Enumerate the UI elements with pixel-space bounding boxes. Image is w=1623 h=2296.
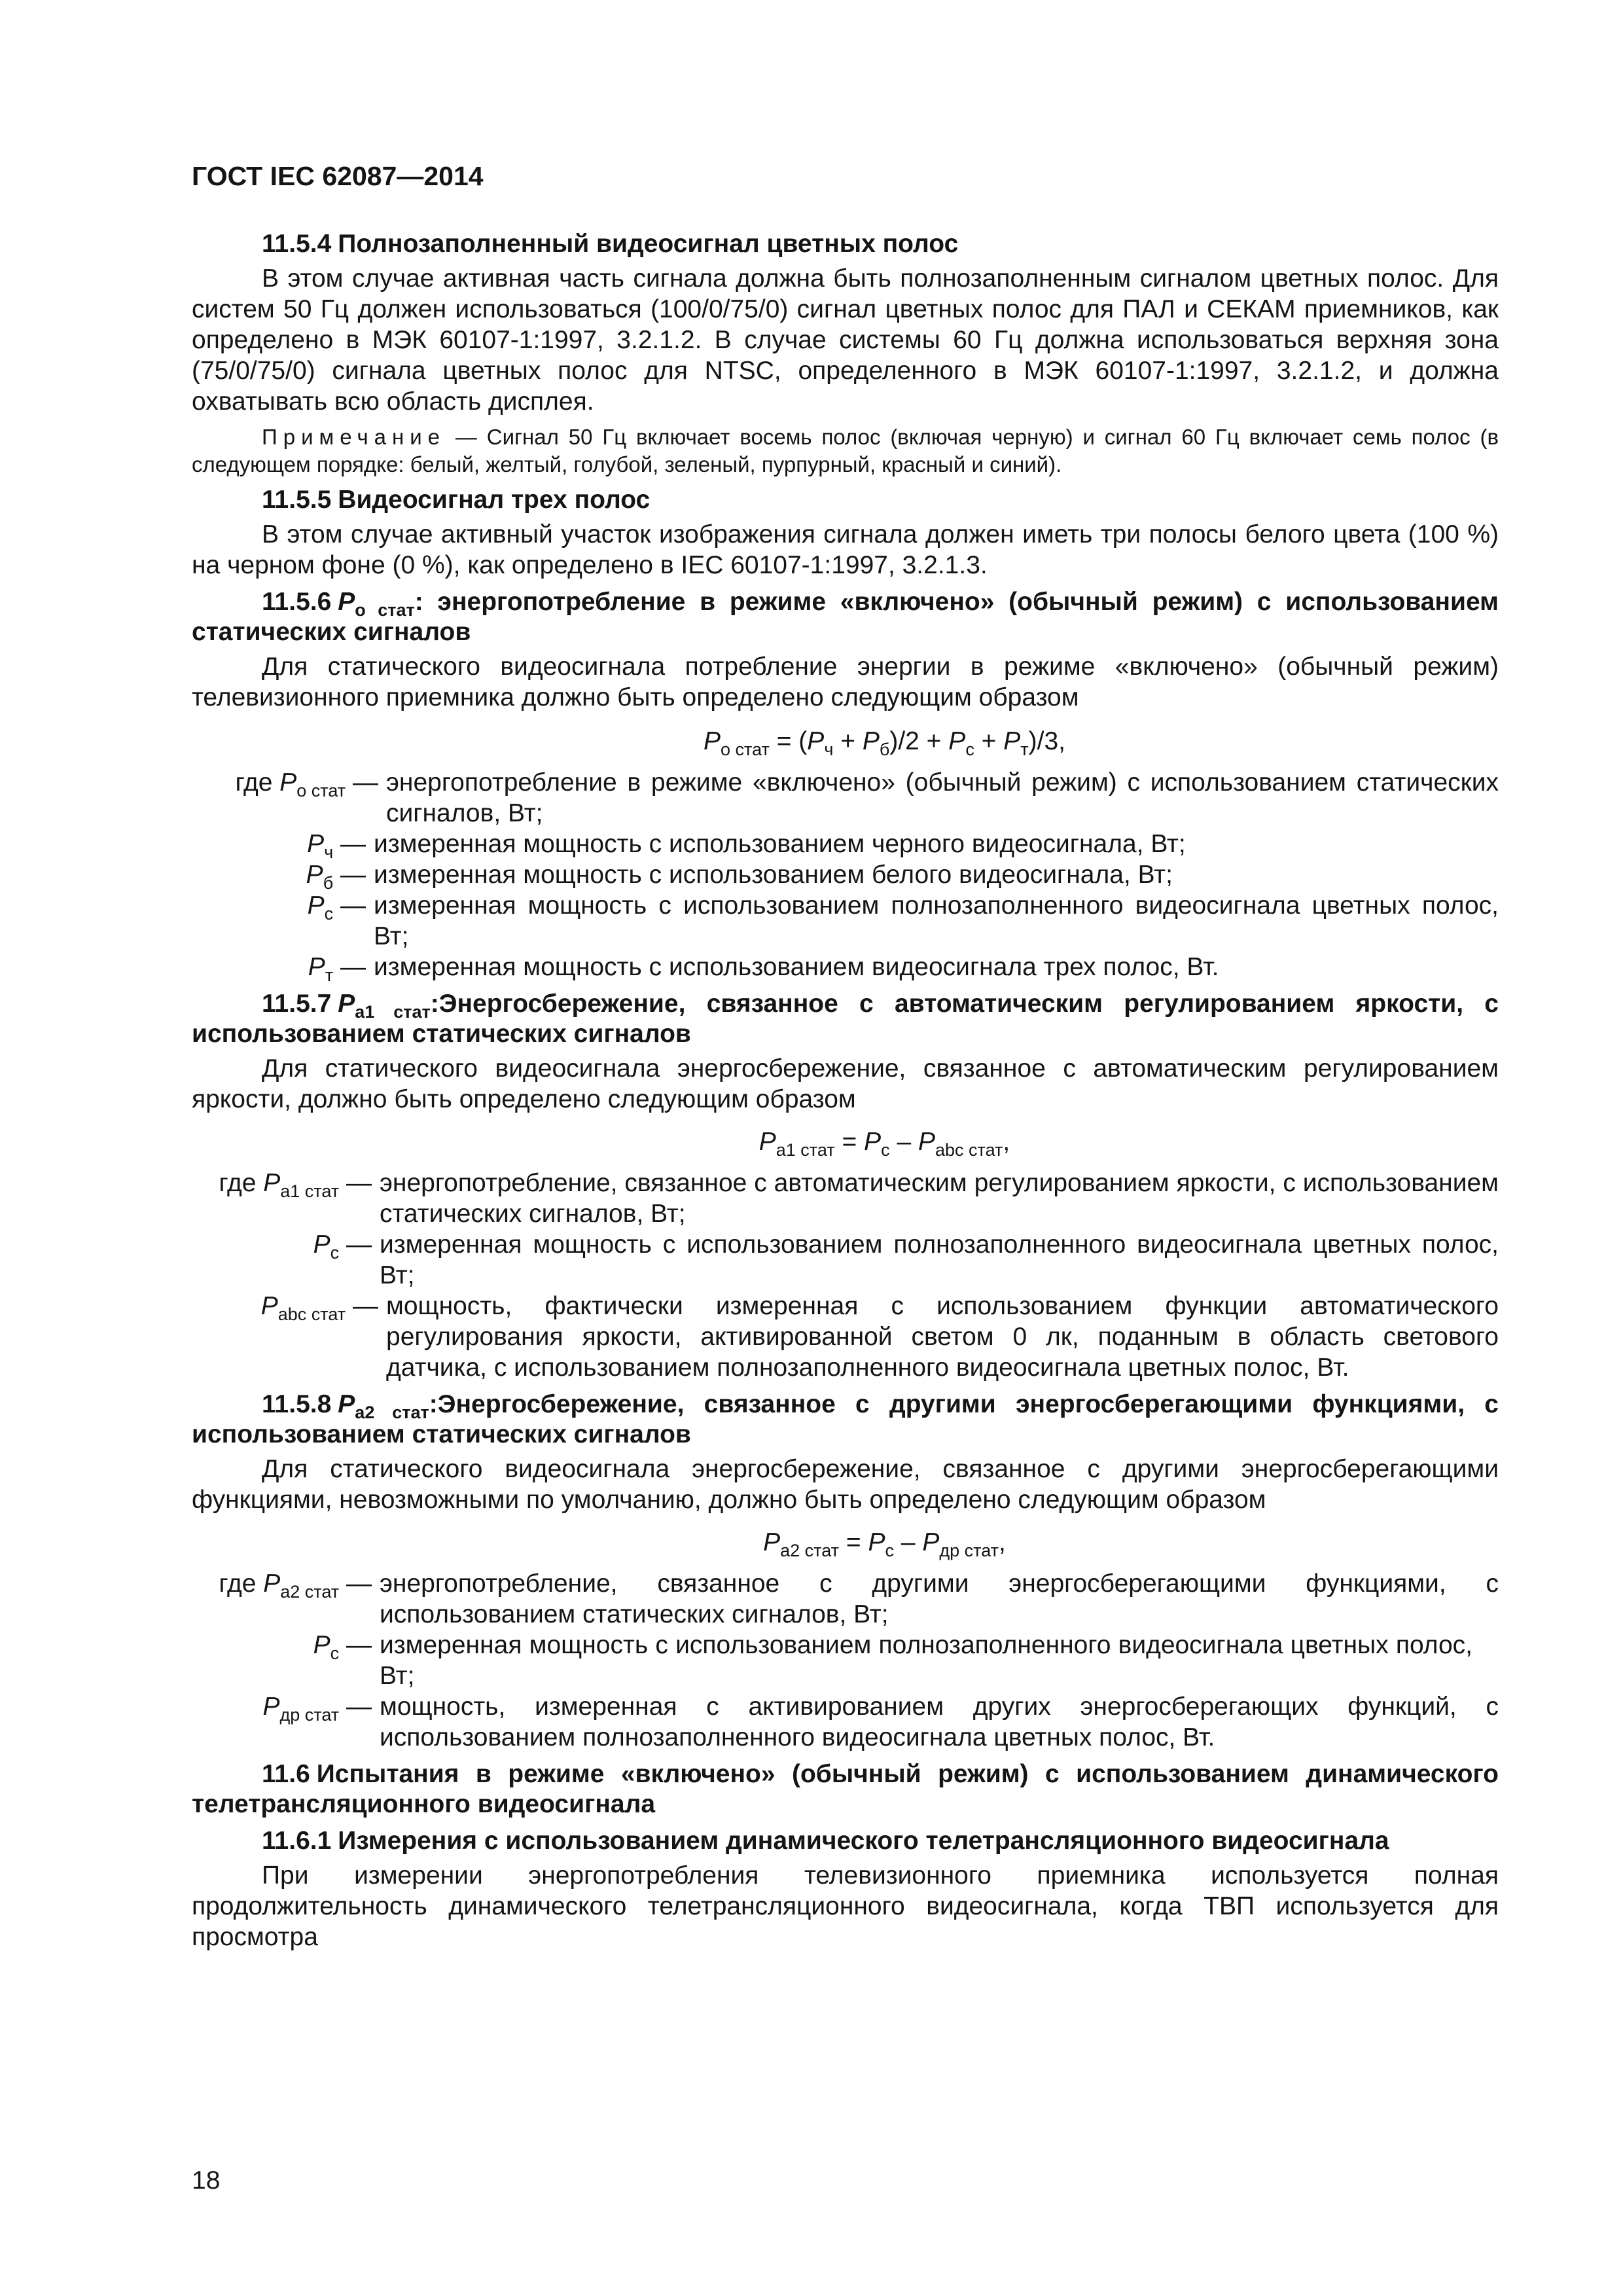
symbol-subscript: a1 стат	[355, 1002, 431, 1022]
definition-item	[192, 1291, 1499, 1383]
sub: о стат	[720, 740, 770, 759]
sub: abc стат	[935, 1140, 1003, 1160]
op: )/3,	[1028, 727, 1066, 755]
symbol-p: P	[807, 727, 825, 755]
definition-item	[192, 767, 1499, 829]
section-number: 11.5.8	[262, 1390, 332, 1418]
sub: с	[330, 1643, 340, 1663]
paragraph: Для статического видеосигнала энергосбережение, связанное с автоматическим регулированием яркости, должно быть определено следующим образом	[192, 1054, 1499, 1113]
definition-term: где $P_{о стат}$ —	[235, 768, 378, 800]
definition-term: $P_т$ —	[308, 953, 366, 985]
sub: т	[1020, 740, 1029, 759]
section-number: 11.5.7	[262, 990, 332, 1018]
symbol-subscript: a2 стат	[355, 1403, 429, 1422]
symbol-p: P	[864, 1128, 882, 1156]
op: ,	[1003, 1128, 1010, 1156]
sub: б	[879, 740, 890, 759]
definition-term: где $P_{a1 стат}$ —	[219, 1169, 372, 1201]
symbol-p: P	[1003, 727, 1021, 755]
op: ,	[999, 1528, 1006, 1556]
symbol-p: P	[338, 588, 355, 616]
definitions-11-5-6	[192, 767, 1499, 985]
sub: т	[325, 965, 334, 985]
sub: a2 стат	[280, 1582, 340, 1602]
symbol-p: P	[279, 768, 297, 797]
symbol-p: P	[338, 1390, 355, 1418]
definition-text: измеренная мощность с использованием черного видеосигнала, Вт;	[374, 830, 1186, 858]
definition-text: мощность, измеренная с активированием других энергосберегающих функций, с использованием полнозаполненного видеосигнала цветных полос, Вт.	[380, 1693, 1499, 1751]
symbol-p: P	[306, 861, 323, 889]
op: =	[834, 1128, 865, 1156]
symbol-p: P	[763, 1528, 781, 1556]
paragraph: В этом случае активная часть сигнала должна быть полнозаполненным сигналом цветных полос. Для систем 50 Гц должен использоваться (100/0/75/0) сигнал цветных полос для ПАЛ и СЕКАМ приемников, как определено в МЭК 60107-1:1997, 3.2.1.2. В случае системы 60 Гц должна использоваться верхняя зона (75/0/75/0) сигнала цветных полос для NTSC, определенного в МЭК 60107-1:1997, 3.2.1.2, и должна охватывать всю область дисплея.	[192, 264, 1499, 416]
symbol-p: P	[307, 891, 325, 920]
symbol-p: P	[948, 727, 966, 755]
sub: с	[330, 1243, 340, 1263]
definition-item	[192, 1568, 1499, 1630]
definition-term: $P_{abc стат}$ —	[260, 1292, 378, 1324]
definition-term: $P_ч$ —	[307, 830, 366, 862]
where-word: где	[219, 1169, 257, 1197]
definition-term: $P_с$ —	[307, 891, 366, 924]
standard-designation: ГОСТ IEC 62087—2014	[192, 161, 484, 191]
section-title: Испытания в режиме «включено» (обычный режим) с использованием динамического телетрансляционного видеосигнала	[192, 1760, 1499, 1818]
symbol-p: P	[263, 1169, 281, 1197]
definition-item	[192, 890, 1499, 952]
section-number: 11.6.1	[262, 1827, 332, 1855]
note-label: Примечание	[262, 425, 446, 449]
sub: a1 стат	[776, 1140, 835, 1160]
section-heading-11-5-4	[192, 229, 1499, 259]
formula-p-o-stat	[192, 726, 1499, 757]
definition-item	[192, 1691, 1499, 1753]
paragraph: При измерении энергопотребления телевизионного приемника используется полная продолжительность динамического телетрансляционного видеосигнала, когда ТВП используется для просмотра	[192, 1861, 1499, 1951]
note-text: — Сигнал 50 Гц включает восемь полос (включая черную) и сигнал 60 Гц включает семь полос (в следующем порядке: белый, желтый, голубой, зеленый, пурпурный, красный и синий).	[192, 425, 1499, 476]
symbol-p: P	[262, 1693, 280, 1721]
sub: с	[885, 1541, 894, 1560]
sub: ч	[324, 842, 334, 862]
symbol-subscript: о стат	[355, 600, 415, 620]
section-number: 11.5.6	[262, 588, 332, 616]
definitions-11-5-8	[192, 1568, 1499, 1753]
formula-p-a2-stat	[192, 1527, 1499, 1558]
symbol-p: P	[918, 1128, 936, 1156]
sub: б	[323, 873, 334, 893]
definition-term: $P_с$ —	[313, 1631, 372, 1663]
sub: a2 стат	[780, 1541, 840, 1560]
paragraph: Для статического видеосигнала энергосбережение, связанное с другими энергосберегающими функциями, невозможными по умолчанию, должно быть определено следующим образом	[192, 1455, 1499, 1514]
definition-term: $P_б$ —	[306, 861, 366, 893]
definition-text: измеренная мощность с использованием белого видеосигнала, Вт;	[374, 861, 1173, 889]
definition-text: измеренная мощность с использованием видеосигнала трех полос, Вт.	[374, 953, 1219, 981]
sub: ч	[824, 740, 834, 759]
op: +	[974, 727, 1004, 755]
section-title: Измерения с использованием динамического телетрансляционного видеосигнала	[338, 1827, 1389, 1855]
op: –	[894, 1528, 923, 1556]
page-number: 18	[192, 2166, 221, 2195]
paragraph: В этом случае активный участок изображения сигнала должен иметь три полосы белого цвета (100 %) на черном фоне (0 %), как определено в IEC 60107-1:1997, 3.2.1.3.	[192, 520, 1499, 579]
symbol-p: P	[758, 1128, 776, 1156]
definition-term: $P_{др стат}$ —	[262, 1693, 372, 1725]
op: +	[833, 727, 863, 755]
symbol-p: P	[263, 1570, 281, 1598]
section-heading-11-5-6	[192, 587, 1499, 647]
section-number: 11.6	[262, 1760, 310, 1788]
section-title: :Энергосбережение, связанное с другими энергосберегающими функциями, с использованием статических сигналов	[192, 1390, 1499, 1448]
definition-item	[192, 829, 1499, 862]
section-heading-11-6-1	[192, 1826, 1499, 1856]
symbol-p: P	[307, 830, 325, 858]
definition-term: где $P_{a2 стат}$ —	[219, 1570, 372, 1602]
sub: о стат	[296, 781, 346, 800]
definition-text: измеренная мощность с использованием полнозаполненного видеосигнала цветных полос, Вт;	[380, 1631, 1472, 1690]
symbol-p: P	[868, 1528, 885, 1556]
section-title: : энергопотребление в режиме «включено» (обычный режим) с использованием статических сигналов	[192, 588, 1499, 646]
sub: с	[324, 904, 334, 924]
definition-item	[192, 859, 1499, 893]
definition-text: энергопотребление, связанное с автоматическим регулированием яркости, с использованием статических сигналов, Вт;	[380, 1169, 1499, 1228]
sub: a1 стат	[280, 1181, 340, 1201]
where-word: где	[219, 1570, 257, 1598]
definition-term: $P_с$ —	[313, 1230, 372, 1263]
sub: с	[881, 1140, 890, 1160]
section-number: 11.5.4	[262, 230, 332, 258]
paragraph: Для статического видеосигнала потребление энергии в режиме «включено» (обычный режим) телевизионного приемника должно быть определено следующим образом	[192, 653, 1499, 711]
section-number: 11.5.5	[262, 486, 332, 514]
definition-text: измеренная мощность с использованием полнозаполненного видеосигнала цветных полос, Вт;	[380, 1230, 1499, 1289]
definition-text: энергопотребление, связанное с другими энергосберегающими функциями, с использованием статических сигналов, Вт;	[380, 1570, 1499, 1628]
definition-text: энергопотребление в режиме «включено» (обычный режим) с использованием статических сигналов, Вт;	[386, 768, 1499, 827]
section-title: Видеосигнал трех полос	[338, 486, 651, 514]
sub: abc стат	[277, 1304, 346, 1324]
definition-item	[192, 952, 1499, 985]
definition-item	[192, 1229, 1499, 1291]
definition-item	[192, 1630, 1499, 1691]
sub: др стат	[279, 1705, 340, 1725]
symbol-p: P	[313, 1631, 330, 1659]
page-body	[192, 229, 1499, 1955]
op: )/2 +	[889, 727, 949, 755]
section-title: :Энергосбережение, связанное с автоматическим регулированием яркости, с использованием статических сигналов	[192, 990, 1499, 1048]
section-heading-11-5-7	[192, 989, 1499, 1049]
op: =	[839, 1528, 868, 1556]
symbol-p: P	[313, 1230, 330, 1259]
sub: др стат	[939, 1541, 999, 1560]
formula-p-a1-stat	[192, 1126, 1499, 1160]
section-heading-11-6	[192, 1759, 1499, 1820]
symbol-p: P	[260, 1292, 278, 1320]
symbol-p: P	[922, 1528, 940, 1556]
symbol-p: P	[703, 727, 721, 755]
where-word: где	[235, 768, 273, 797]
definition-item	[192, 1168, 1499, 1229]
sub: с	[965, 740, 974, 759]
symbol-p: P	[862, 727, 880, 755]
definition-text: измеренная мощность с использованием полнозаполненного видеосигнала цветных полос, Вт;	[374, 891, 1499, 950]
section-heading-11-5-5	[192, 485, 1499, 515]
symbol-p: P	[338, 990, 355, 1018]
note	[192, 423, 1499, 478]
definitions-11-5-7	[192, 1168, 1499, 1383]
definition-text: мощность, фактически измеренная с использованием функции автоматического регулирования яркости, активированной светом 0 лк, поданным в область светового датчика, с использованием полнозаполненного видеосигнала цветных полос, Вт.	[386, 1292, 1499, 1382]
op: –	[889, 1128, 918, 1156]
section-title: Полнозаполненный видеосигнал цветных полос	[338, 230, 959, 258]
symbol-p: P	[308, 953, 325, 981]
section-heading-11-5-8	[192, 1390, 1499, 1450]
op: = (	[769, 727, 808, 755]
